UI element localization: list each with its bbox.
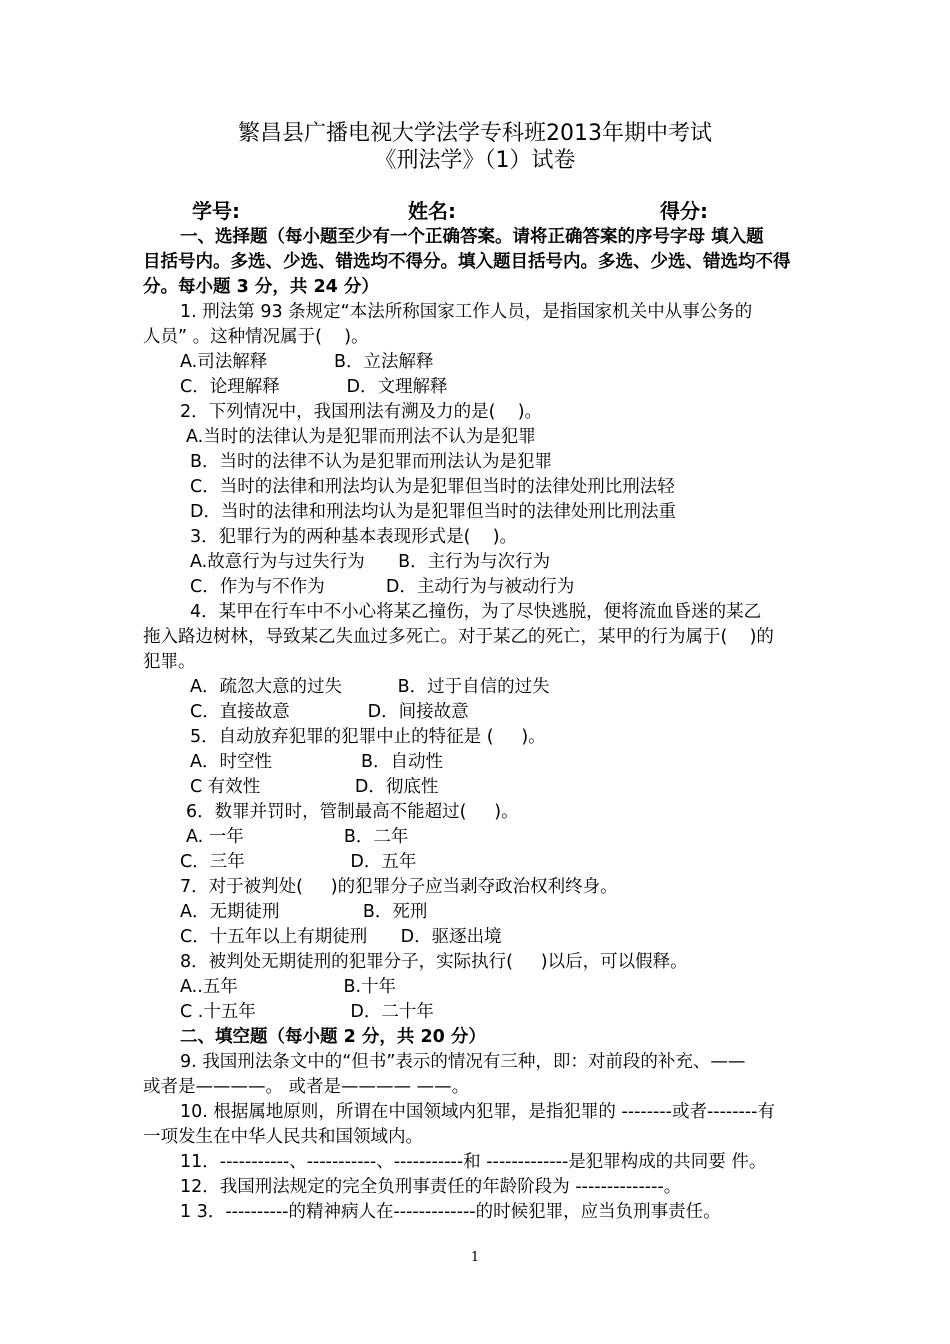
exam-subtitle: 《刑法学》（1）试卷 [374, 148, 576, 173]
question-line: 一项发生在中华人民共和国领域内。 [143, 1127, 423, 1147]
question-line: 人员” 。这种情况属于( )。 [143, 327, 369, 347]
question-line: 4．某甲在行车中不小心将某乙撞伤，为了尽快逃脱，便将流血昏迷的某乙 [190, 602, 762, 622]
question-line: C .十五年 D．二十年 [180, 1002, 434, 1022]
question-line: 9. 我国刑法条文中的“但书”表示的情况有三种，即：对前段的补充、—— [180, 1052, 746, 1072]
question-line: A.故意行为与过失行为 B．主行为与次行为 [190, 552, 551, 572]
question-line: C．直接故意 D．间接故意 [190, 702, 469, 722]
question-line: 12．我国刑法规定的完全负刑事责任的年龄阶段为 --------------。 [180, 1177, 682, 1197]
question-line: 10. 根据属地原则，所谓在中国领域内犯罪，是指犯罪的 --------或者--------有 [180, 1102, 775, 1122]
section-heading-line: 分。每小题 3 分，共 24 分） [143, 277, 379, 297]
question-line: 或者是————。 或者是———— ——。 [143, 1077, 470, 1097]
question-line: C．作为与不作为 D．主动行为与被动行为 [190, 577, 575, 597]
question-line: D．当时的法律和刑法均认为是犯罪但当时的法律处刑比刑法重 [190, 502, 676, 522]
question-line: A．无期徒刑 B．死刑 [180, 902, 428, 922]
question-line: A. 一年 B．二年 [186, 827, 409, 847]
score-label: 得分: [660, 199, 708, 223]
question-line: 6．数罪并罚时，管制最高不能超过( )。 [186, 802, 519, 822]
section-heading-line: 二、填空题（每小题 2 分，共 20 分） [180, 1027, 486, 1047]
question-line: 8．被判处无期徒刑的犯罪分子，实际执行( )以后，可以假释。 [180, 952, 688, 972]
question-line: 2．下列情况中，我国刑法有溯及力的是( )。 [180, 402, 543, 422]
question-line: 拖入路边树林，导致某乙失血过多死亡。对于某乙的死亡，某甲的行为属于( )的 [143, 627, 774, 647]
section-heading-line: 一、选择题（每小题至少有一个正确答案。请将正确答案的序号字母 填入题 [180, 227, 764, 247]
question-line: C．三年 D．五年 [180, 852, 417, 872]
question-line: A．疏忽大意的过失 B．过于自信的过失 [190, 677, 550, 697]
page-number: 1 [470, 1250, 480, 1265]
student-id-label: 学号: [192, 199, 240, 223]
exam-title: 繁昌县广播电视大学法学专科班2013年期中考试 [238, 121, 712, 146]
question-line: B．当时的法律不认为是犯罪而刑法认为是犯罪 [190, 452, 553, 472]
question-line: 1. 刑法第 93 条规定“本法所称国家工作人员，是指国家机关中从事公务的 [180, 302, 753, 322]
question-line: 11．-----------、-----------、-----------和 -------------是犯罪构成的共同要 件。 [180, 1152, 767, 1172]
question-line: C．十五年以上有期徒刑 D．驱逐出境 [180, 927, 502, 947]
question-line: 3．犯罪行为的两种基本表现形式是( )。 [190, 527, 518, 547]
question-line: 5．自动放弃犯罪的犯罪中止的特征是 ( )。 [190, 727, 546, 747]
question-line: A.当时的法律认为是犯罪而刑法不认为是犯罪 [186, 427, 536, 447]
question-line: C．当时的法律和刑法均认为是犯罪但当时的法律处刑比刑法轻 [190, 477, 675, 497]
question-line: 1 3．----------的精神病人在-------------的时候犯罪，应当负刑事责任。 [180, 1202, 721, 1222]
section-heading-line: 目括号内。多选、少选、错选均不得分。填入题目括号内。多选、少选、错选均不得 [143, 252, 791, 272]
question-line: A．时空性 B．自动性 [190, 752, 443, 772]
question-line: C 有效性 D．彻底性 [190, 777, 439, 797]
question-line: C．论理解释 D．文理解释 [180, 377, 448, 397]
question-line: 7．对于被判处( )的犯罪分子应当剥夺政治权利终身。 [180, 877, 618, 897]
name-label: 姓名: [408, 199, 456, 223]
question-line: A..五年 B.十年 [180, 977, 397, 997]
question-line: 犯罪。 [143, 652, 196, 672]
question-line: A.司法解释 B．立法解释 [180, 352, 434, 372]
